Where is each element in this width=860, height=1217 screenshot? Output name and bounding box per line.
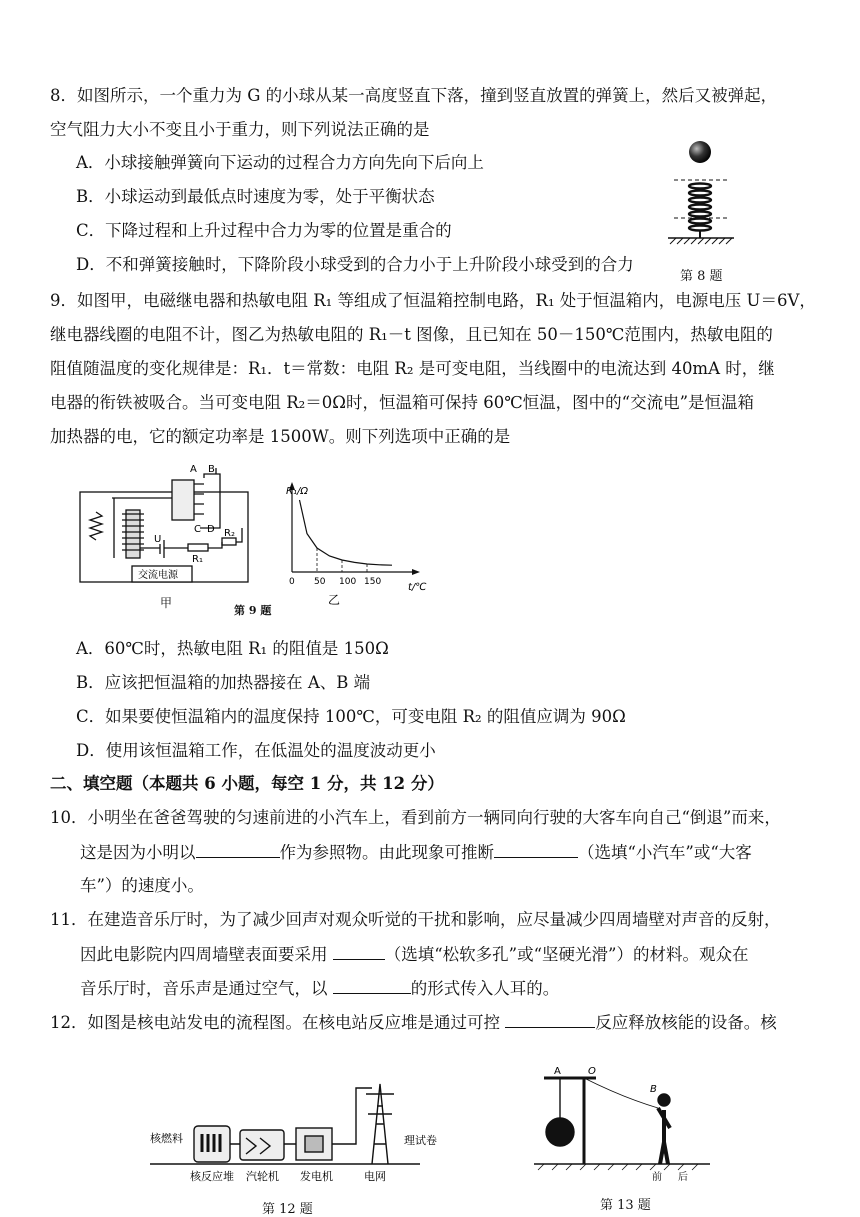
power-tower-icon [366,1084,394,1164]
label-front: 前 [652,1172,662,1183]
reactor-icon [194,1126,230,1162]
q11-blank-1[interactable] [333,943,385,960]
q8-option-c: C．下降过程和上升过程中合力为零的位置是重合的 [76,221,452,240]
q9-stem-line3: 阻值随温度的变化规律是：R₁．t＝常数：电阻 R₂ 是可变电阻，当线圈中的电流达到 40mA 时，继 [50,359,775,378]
q10-blank-1[interactable] [196,841,280,858]
q8-stem-line2: 空气阻力大小不变且小于重力，则下列说法正确的是 [50,120,430,139]
q11-text-b: （选填“松软多孔”或“坚硬光滑”）的材料。观众在 [384,945,749,964]
contact-wires [200,468,220,528]
q12-text-b: 反应释放核能的设备。核 [595,1013,777,1032]
q10-blank-2[interactable] [494,841,578,858]
q9-fig-jia-sub: 甲 [160,596,173,610]
label-u: U [154,534,162,545]
q11-line3 [80,977,559,1000]
q9-relay-circuit-figure [76,460,256,590]
q12-caption: 第 12 题 [262,1202,313,1217]
chart-sub-label: 乙 [328,593,341,607]
q10-line3: 车”）的速度小。 [80,876,204,895]
q12-nuclear-flow-figure [150,1074,440,1194]
spring-left [90,512,102,540]
turbine-icon [240,1130,284,1160]
chart-series-line [300,500,393,565]
label-r1: R₁ [192,554,203,565]
label-o: O [588,1066,596,1077]
q8-option-b: B．小球运动到最低点时速度为零，处于平衡状态 [76,187,435,206]
electromagnet-core [126,510,140,558]
q8-caption: 第 8 题 [680,269,723,284]
q13-caption: 第 13 题 [600,1198,651,1213]
q8-stem-line1: 8．如图所示，一个重力为 G 的小球从某一高度竖直下落，撞到竖直放置的弹簧上，然后又被弹起， [50,86,778,105]
q9-option-d: D．使用该恒温箱工作，在低温处的温度波动更小 [76,741,436,760]
spring-icon [689,184,711,231]
q9-stem-line2: 继电器线圈的电阻不计，图乙为热敏电阻的 R₁－t 图像，且已知在 50－150℃范围内，热敏电阻的 [50,325,773,344]
ac-source-label: 交流电源 [138,570,178,581]
person-icon [658,1108,670,1164]
q12-text-a: 12．如图是核电站发电的流程图。在核电站反应堆是通过可控 [50,1013,506,1032]
section2-heading: 二、填空题（本题共 6 小题，每空 1 分，共 12 分） [50,774,444,793]
pull-string [584,1078,658,1108]
q11-text-c: 音乐厅时，音乐声是通过空气，以 [80,979,333,998]
q9-r1-t-chart [276,478,436,607]
q10-line1: 10．小明坐在爸爸驾驶的匀速前进的小汽车上，看到前方一辆同向行驶的大客车向自己“倒退”而来， [50,808,781,827]
q9-option-a: A．60℃时，热敏电阻 R₁ 的阻值是 150Ω [76,639,389,658]
q9-stem-line4: 电器的衔铁被吸合。当可变电阻 R₂＝0Ω时，恒温箱可保持 60℃恒温，图中的“交流电”是恒温箱 [50,393,755,412]
q10-text-c: （选填“小汽车”或“大客 [578,843,752,862]
terminal-b: B [208,464,215,475]
label-a: A [554,1066,561,1077]
q13-pendulum-figure [532,1062,712,1182]
label-back: 后 [678,1172,688,1183]
label-turbine: 汽轮机 [246,1170,279,1183]
q11-line2 [80,943,749,966]
q9-stem-line1: 9．如图甲，电磁继电器和热敏电阻 R₁ 等组成了恒温箱控制电路，R₁ 处于恒温箱内，电源电压 U＝6V， [50,291,816,310]
x-tick-label: 0 [289,577,295,587]
q9-fig-caption: 第 9 题 [234,604,272,617]
chart-ylabel: R₁/Ω [286,486,308,497]
label-generator: 发电机 [300,1170,333,1183]
label-b: B [650,1084,657,1095]
label-reactor: 核反应堆 [190,1170,234,1183]
r2-resistor [222,538,236,545]
q9-option-b: B．应该把恒温箱的加热器接在 A、B 端 [76,673,371,692]
q11-text-d: 的形式传入人耳的。 [410,979,560,998]
pendulum-ball [546,1118,574,1146]
q9-stem-line5: 加热器的电，它的额定功率是 1500W。则下列选项中正确的是 [50,427,511,446]
q11-text-a: 因此电影院内四周墙壁表面要采用 [80,945,333,964]
q9-option-c: C．如果要使恒温箱内的温度保持 100℃，可变电阻 R₂ 的阻值应调为 90Ω [76,707,626,726]
label-fuel: 核燃料 [150,1132,183,1145]
q8-spring-ball-figure [664,138,744,250]
q10-text-b: 作为参照物。由此现象可推断 [279,843,494,862]
q8-option-d: D．不和弹簧接触时，下降阶段小球受到的合力小于上升阶段小球受到的合力 [76,255,634,274]
contact-block [172,480,194,520]
ball-icon [689,141,711,163]
chart-xlabel: t/℃ [408,582,427,593]
q11-blank-2[interactable] [333,977,411,994]
q11-line1: 11．在建造音乐厅时，为了减少回声对观众听觉的干扰和影响，应尽量减少四周墙壁对声音的反射， [50,910,781,929]
q12-line1 [50,1011,777,1034]
q10-line2 [80,841,752,864]
q12-blank-1[interactable] [505,1011,595,1028]
x-tick-label: 50 [314,577,326,587]
terminal-d: D [207,524,215,535]
x-tick-label: 150 [364,577,382,587]
label-grid: 电网 [364,1170,386,1183]
terminal-a: A [190,464,197,475]
armature [112,498,172,558]
label-watermark: 理试卷 [404,1134,437,1147]
label-r2: R₂ [224,528,235,539]
terminal-c: C [194,524,201,535]
x-tick-label: 100 [339,577,357,587]
coil [122,514,144,550]
q10-text-a: 这是因为小明以 [80,843,196,862]
q8-option-a: A．小球接触弹簧向下运动的过程合力方向先向下后向上 [76,153,484,172]
r1-resistor [188,544,208,551]
